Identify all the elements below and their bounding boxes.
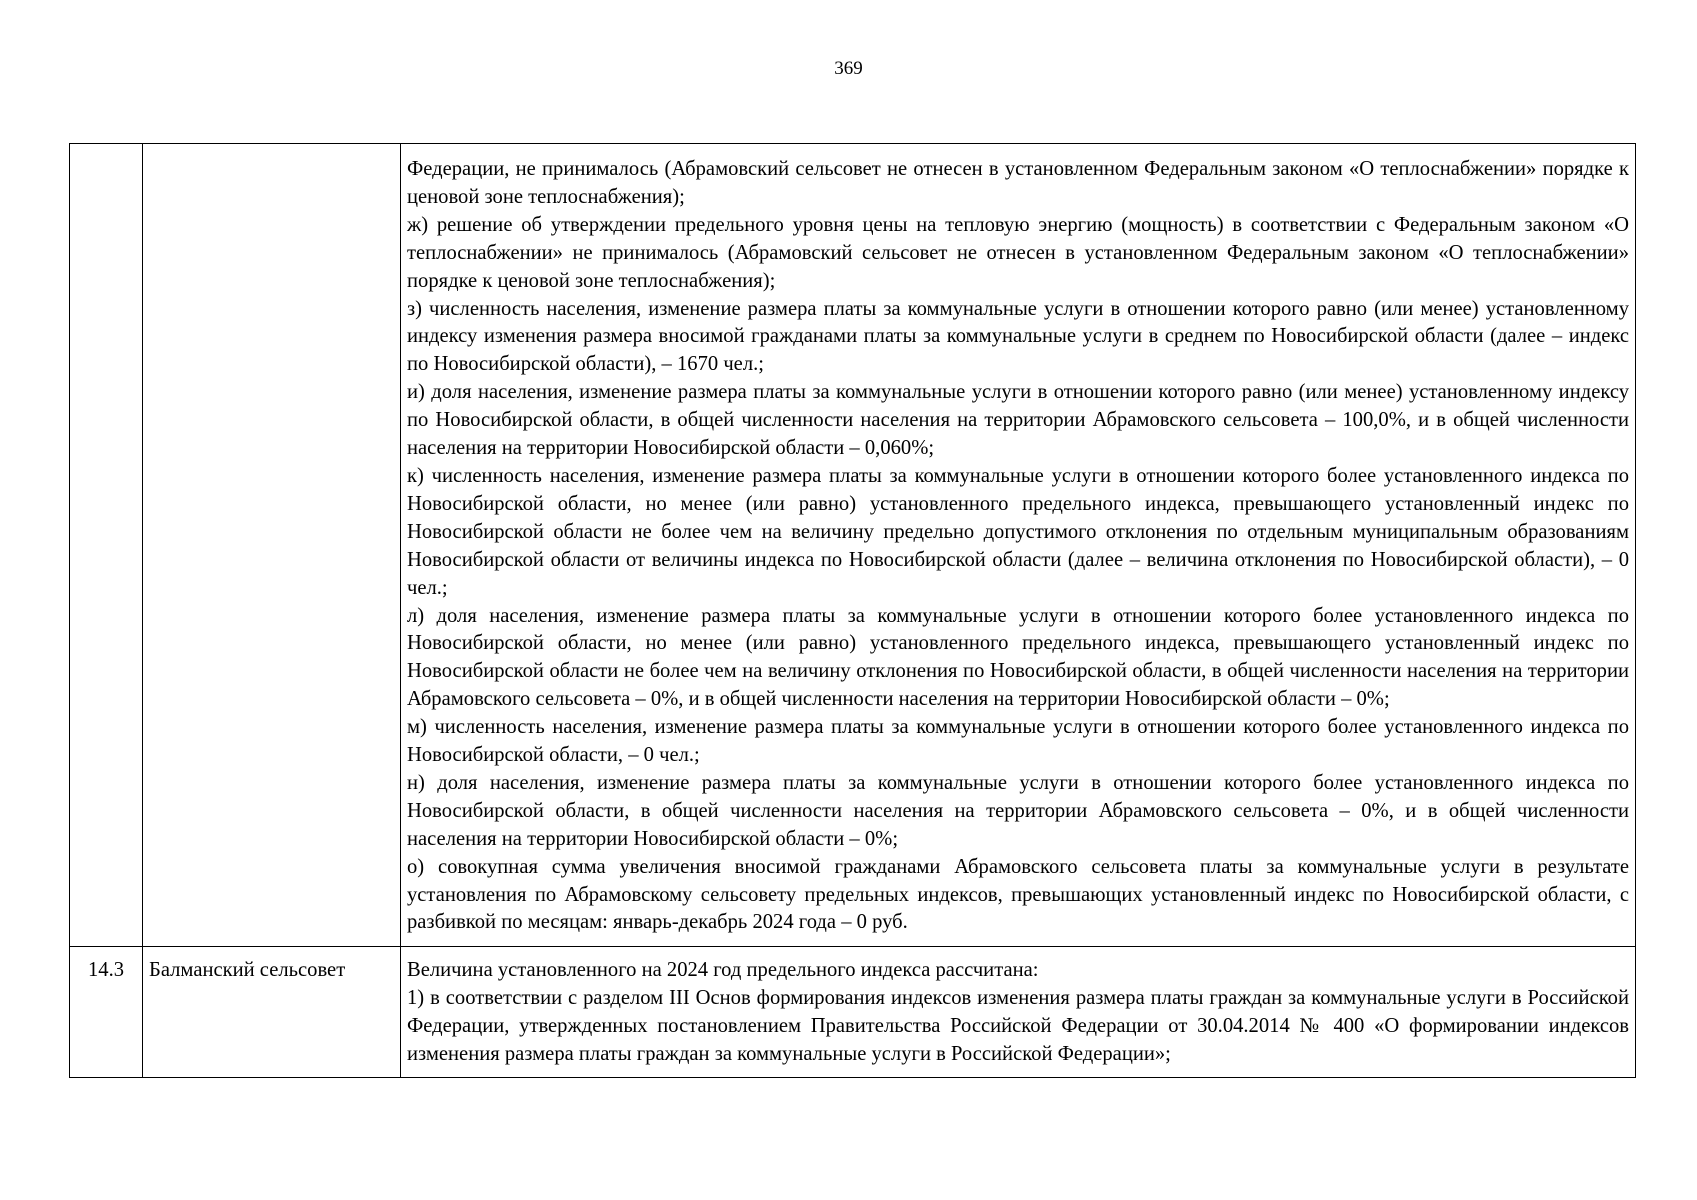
paragraph-i: и) доля населения, изменение размера платы за коммунальные услуги в отношении которого равно (или менее) установленному индексу по Новосибирской области, в общей численности населения на территории Абрамовского сельсовета – 100,0%, и в общей численности населения на территории Новосибирской области – 0,060%; <box>407 381 1629 460</box>
row-number-cell <box>70 144 143 947</box>
paragraph-l: л) доля населения, изменение размера платы за коммунальные услуги в отношении которого более установленного индекса по Новосибирской области, но менее (или равно) установленного предельного индекса, превышающего установленный индекс по Новосибирской области не более чем на величину отклонения по Новосибирской области, в общей численности населения на территории Абрамовского сельсовета – 0%, и в общей численности населения на территории Новосибирской области – 0%; <box>407 604 1629 711</box>
description-cell <box>401 144 1636 947</box>
document-table <box>69 143 1636 1078</box>
row-number-cell: 14.3 <box>70 947 143 1078</box>
paragraph-n: н) доля населения, изменение размера платы за коммунальные услуги в отношении которого более установленного индекса по Новосибирской области, в общей численности населения на территории Абрамовского сельсовета – 0%, и в общей численности населения на территории Новосибирской области – 0%; <box>407 771 1629 850</box>
paragraph-o: о) совокупная сумма увеличения вносимой гражданами Абрамовского сельсовета платы за коммунальные услуги в результате установления по Абрамовскому сельсовету предельных индексов, превышающих установленный индекс по Новосибирской области, с разбивкой по месяцам: январь-декабрь 2024 года – 0 руб. <box>407 855 1629 934</box>
description-cell <box>401 947 1636 1078</box>
table-row <box>70 144 1636 947</box>
paragraph-continuation: Федерации, не принималось (Абрамовский сельсовет не отнесен в установленном Федеральным законом «О теплоснабжении» порядке к ценовой зоне теплоснабжения); <box>407 158 1629 208</box>
municipality-name-cell <box>143 144 401 947</box>
page-number: 369 <box>834 58 863 79</box>
paragraph-intro: Величина установленного на 2024 год предельного индекса рассчитана: <box>407 959 1039 982</box>
table-row <box>70 947 1636 1078</box>
paragraph-m: м) численность населения, изменение размера платы за коммунальные услуги в отношении которого более установленного индекса по Новосибирской области, – 0 чел.; <box>407 716 1629 767</box>
paragraph-k: к) численность населения, изменение размера платы за коммунальные услуги в отношении которого более установленного индекса по Новосибирской области, но менее (или равно) установленного предельного индекса, превышающего установленный индекс по Новосибирской области не более чем на величину предельно допустимого отклонения по отдельным муниципальным образованиям Новосибирской области от величины индекса по Новосибирской области (далее – величина отклонения по Новосибирской области), – 0 чел.; <box>407 464 1629 599</box>
paragraph-zh: ж) решение об утверждении предельного уровня цены на тепловую энергию (мощность) в соответствии с Федеральным законом «О теплоснабжении» не принималось (Абрамовский сельсовет не отнесен в установленном Федеральным законом «О теплоснабжении» порядке к ценовой зоне теплоснабжения); <box>407 213 1629 292</box>
paragraph-1: 1) в соответствии с разделом III Основ формирования индексов изменения размера платы граждан за коммунальные услуги в Российской Федерации, утвержденных постановлением Правительства Российской Федерации от 30.04.2014 № 400 «О формировании индексов изменения размера платы граждан за коммунальные услуги в Российской Федерации»; <box>407 987 1629 1066</box>
municipality-name-cell: Балманский сельсовет <box>143 947 401 1078</box>
paragraph-z: з) численность населения, изменение размера платы за коммунальные услуги в отношении которого равно (или менее) установленному индексу изменения размера вносимой гражданами платы за коммунальные услуги в среднем по Новосибирской области (далее – индекс по Новосибирской области), – 1670 чел.; <box>407 297 1629 376</box>
